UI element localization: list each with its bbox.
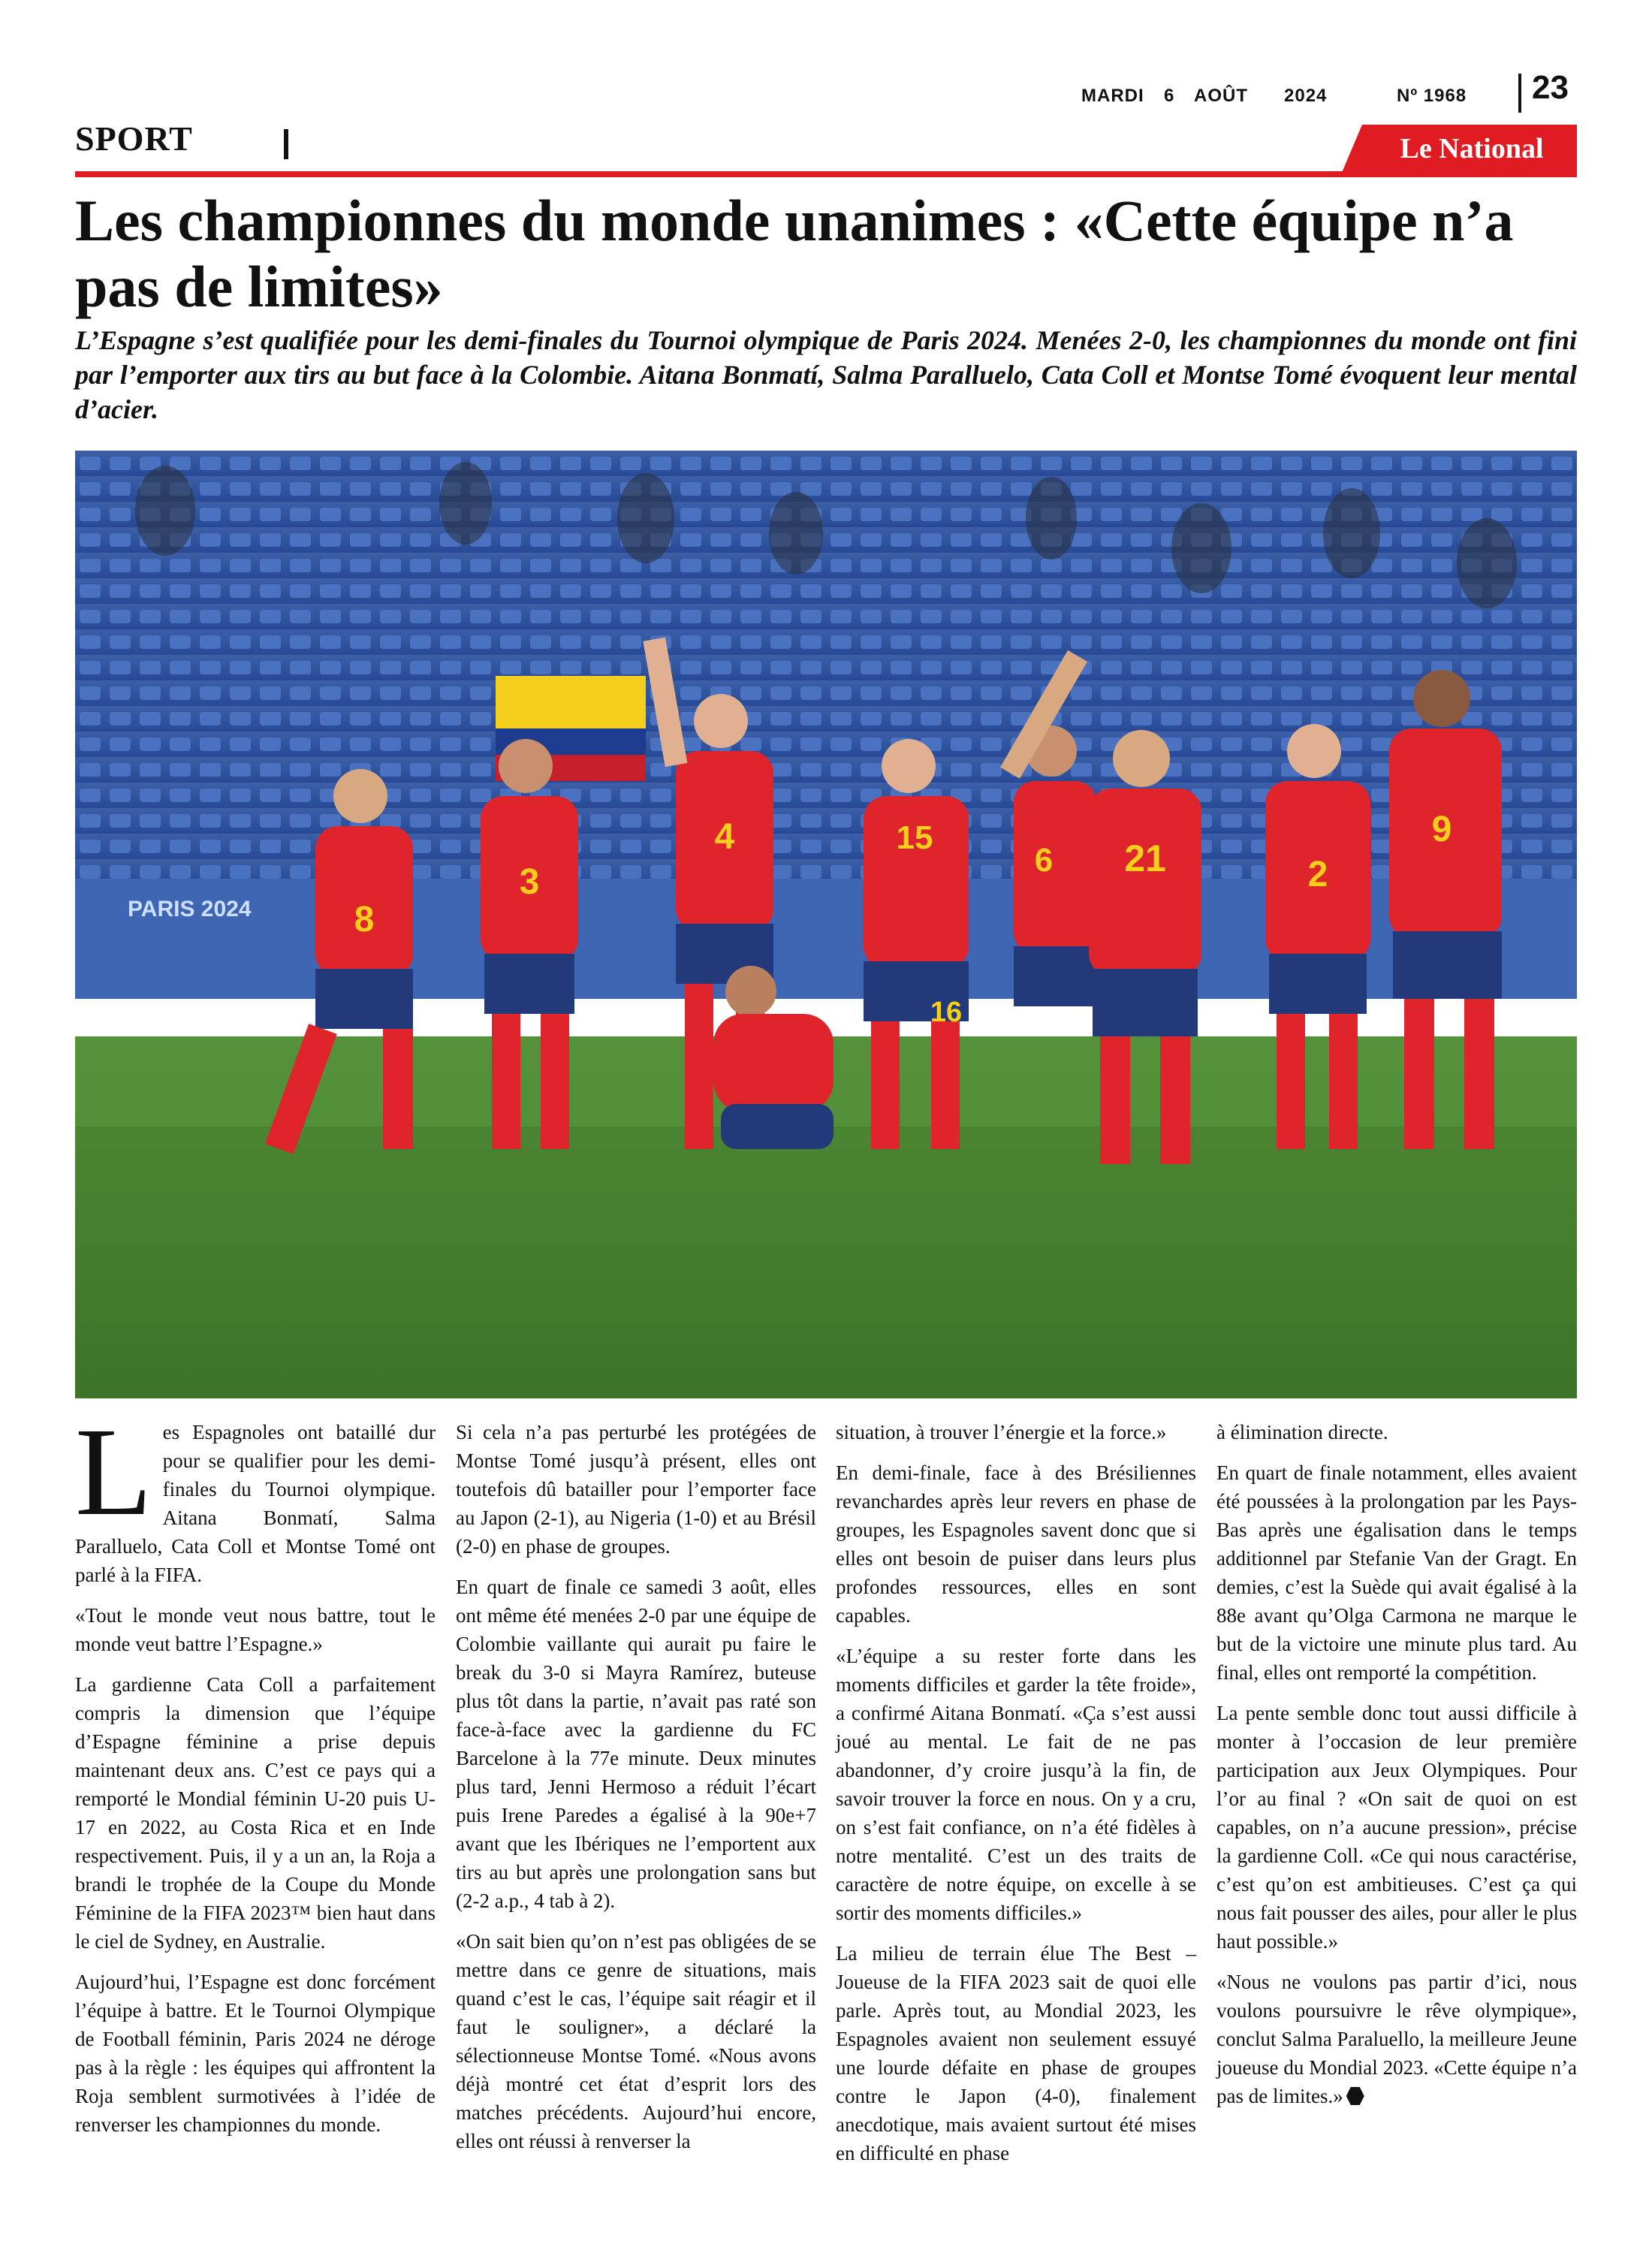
- jersey-number: 8: [354, 900, 375, 940]
- article-paragraph: Si cela n’a pas perturbé les protégées de Montse Tomé jusqu’à présent, elles ont toutefois dû batailler pour l’emporter face au Japon (2-1), au Nigeria (1-0) et au Brésil (2-0) en phase de groupes.: [456, 1421, 816, 1558]
- headline: Les championnes du monde unanimes : «Cette équipe n’a pas de limites»: [75, 188, 1514, 319]
- article-paragraph: En quart de finale notamment, elles avaient été poussées à la prolongation par les Pays-Bas après une égalisation dans le temps additionnel par Stefanie Van der Gragt. En demies, c’est la Suède qui avait égalisé à la 88e avant qu’Olga Carmona ne marque le but de la victoire une minute plus tard. Au final, elles ont remporté la compétition.: [1216, 1461, 1577, 1684]
- article-column-4: [1216, 1418, 1577, 2122]
- brand-name: Le National: [1400, 133, 1544, 164]
- jersey-number: 3: [519, 862, 540, 902]
- issue-day: MARDI: [1081, 86, 1144, 106]
- jersey-number: 4: [714, 817, 735, 857]
- issue-month: AOÛT: [1194, 86, 1248, 106]
- issue-meta: [1081, 81, 1502, 111]
- board-text: PARIS 2024: [128, 897, 252, 921]
- article-paragraph: Aujourd’hui, l’Espagne est donc forcément l’équipe à battre. Et le Tournoi Olympique de Football féminin, Paris 2024 ne déroge pas à la règle : les équipes qui affrontent la Roja semblent surmotivées à l’idée de renverser les championnes du monde.: [75, 1971, 436, 2136]
- jersey-number: 21: [1124, 837, 1166, 879]
- header-rule: [75, 171, 1577, 177]
- page-number: 23: [1532, 69, 1569, 106]
- issue-year: 2024: [1284, 86, 1328, 106]
- issue-date-number: 6: [1164, 86, 1175, 106]
- article-paragraph: «Nous ne voulons pas partir d’ici, nous voulons poursuivre le rêve olympique», conclut Salma Paraluello, la meilleure Jeune joueuse du Mondial 2023. «Cette équipe n’a pas de limites.»: [1216, 1971, 1577, 2107]
- article-paragraph: La pente semble donc tout aussi difficile à monter à l’occasion de leur première participation aux Jeux Olympiques. Pour l’or au final ? «On sait de quoi on est capables, on n’a aucune pression», précise la gardienne Coll. «Ce qui nous caractérise, c’est qu’on est ambitieuses. C’est ça qui nous fait pousser des ailes, pour aller le plus haut possible.»: [1216, 1702, 1577, 1953]
- jersey-number: 15: [896, 819, 933, 856]
- article-column-3: [836, 1418, 1196, 2179]
- article-paragraph: En quart de finale ce samedi 3 août, elles ont même été menées 2-0 par une équipe de Colombie vaillante qui aurait pu faire le break du 3-0 si Mayra Ramírez, buteuse plus tôt dans la partie, n’avait pas raté son face-à-face avec la gardienne du FC Barcelone à la 77e minute. Deux minutes plus tard, Jenni Hermoso a réduit l’écart puis Irene Paredes a égalisé à la 90e+7 avant que les Ibériques ne l’emportent aux tirs au but après une prolongation sans but (2-2 a.p., 4 tab à 2).: [456, 1576, 816, 1912]
- jersey-number: 2: [1307, 855, 1328, 894]
- section-label: SPORT: [75, 119, 193, 158]
- issue-number: Nº 1968: [1397, 86, 1467, 106]
- article-paragraph: La gardienne Cata Coll a parfaitement compris la dimension que l’équipe d’Espagne féminine a prise depuis maintenant deux ans. C’est ce pays qui a remporté le Mondial féminin U-20 puis U-17 en 2022, au Costa Rica et en Inde respectivement. Puis, il y a un an, la Roja a brandi le trophée de la Coupe du Monde Féminine de la FIFA 2023™ bien haut dans le ciel de Sydney, en Australie.: [75, 1673, 436, 1953]
- article-paragraph: «On sait bien qu’on n’est pas obligées de se mettre dans ce genre de situations, mais quand c’est le cas, l’équipe sait réagir et il faut le souligner», a déclaré la sélectionneuse Montse Tomé. «Nous avons déjà montré cet état d’esprit lors des matches précédents. Aujourd’hui encore, elles ont réussi à renverser la: [456, 1930, 816, 2152]
- section-divider: [284, 129, 288, 159]
- article-paragraph: «Tout le monde veut nous battre, tout le monde veut battre l’Espagne.»: [75, 1604, 436, 1655]
- standfirst: L’Espagne s’est qualifiée pour les demi-finales du Tournoi olympique de Paris 2024. Menées 2-0, les championnes du monde ont fini par l’emporter aux tirs au but face à la Colombie. Aitana Bonmatí, Salma Paralluelo, Cata Coll et Montse Tomé évoquent leur mental d’acier.: [75, 325, 1577, 424]
- end-mark-icon: [1346, 2087, 1364, 2105]
- shorts-number: 16: [930, 997, 963, 1028]
- article-paragraph: situation, à trouver l’énergie et la force.»: [836, 1421, 1167, 1443]
- article-paragraph: à élimination directe.: [1216, 1421, 1388, 1443]
- article-column-2: [456, 1418, 816, 2167]
- team-photo-illustration: [75, 451, 1577, 1398]
- page-number-divider: [1518, 74, 1521, 113]
- team-photo: [75, 451, 1577, 1398]
- article-paragraph: «L’équipe a su rester forte dans les moments difficiles et garder la tête froide», a confirmé Aitana Bonmatí. «Ça s’est aussi joué au mental. Le fait de ne pas abandonner, d’y croire jusqu’à la fin, de savoir trouver la force en nous. On y a cru, on s’est fait confiance, on n’a été fidèles à notre mentalité. C’est un des traits de caractère de notre équipe, on excelle à se sortir des moments difficiles.»: [836, 1645, 1196, 1924]
- article-body: [75, 1402, 1577, 2236]
- article-column-1: [75, 1402, 436, 2151]
- article-paragraph: Les Espagnoles ont bataillé dur pour se qualifier pour les demi-finales du Tournoi olympique. Aitana Bonmatí, Salma Paralluelo, Cata Coll et Montse Tomé ont parlé à la FIFA.: [75, 1402, 436, 1586]
- article-paragraph: La milieu de terrain élue The Best – Joueuse de la FIFA 2023 sait de quoi elle parle. Après tout, au Mondial 2023, les Espagnoles avaient non seulement essuyé une lourde défaite en phase de groupes contre le Japon (4-0), finalement anecdotique, mais avaient surtout été mises en difficulté en phase: [836, 1942, 1196, 2164]
- jersey-number: 6: [1034, 842, 1054, 879]
- dropcap: L: [75, 1402, 152, 1542]
- article-paragraph: En demi-finale, face à des Brésiliennes revanchardes après leur revers en phase de groupes, les Espagnoles savent donc que si elles ont besoin de puiser dans leurs plus profondes ressources, elles en sont capables.: [836, 1461, 1196, 1627]
- jersey-number: 9: [1431, 810, 1452, 849]
